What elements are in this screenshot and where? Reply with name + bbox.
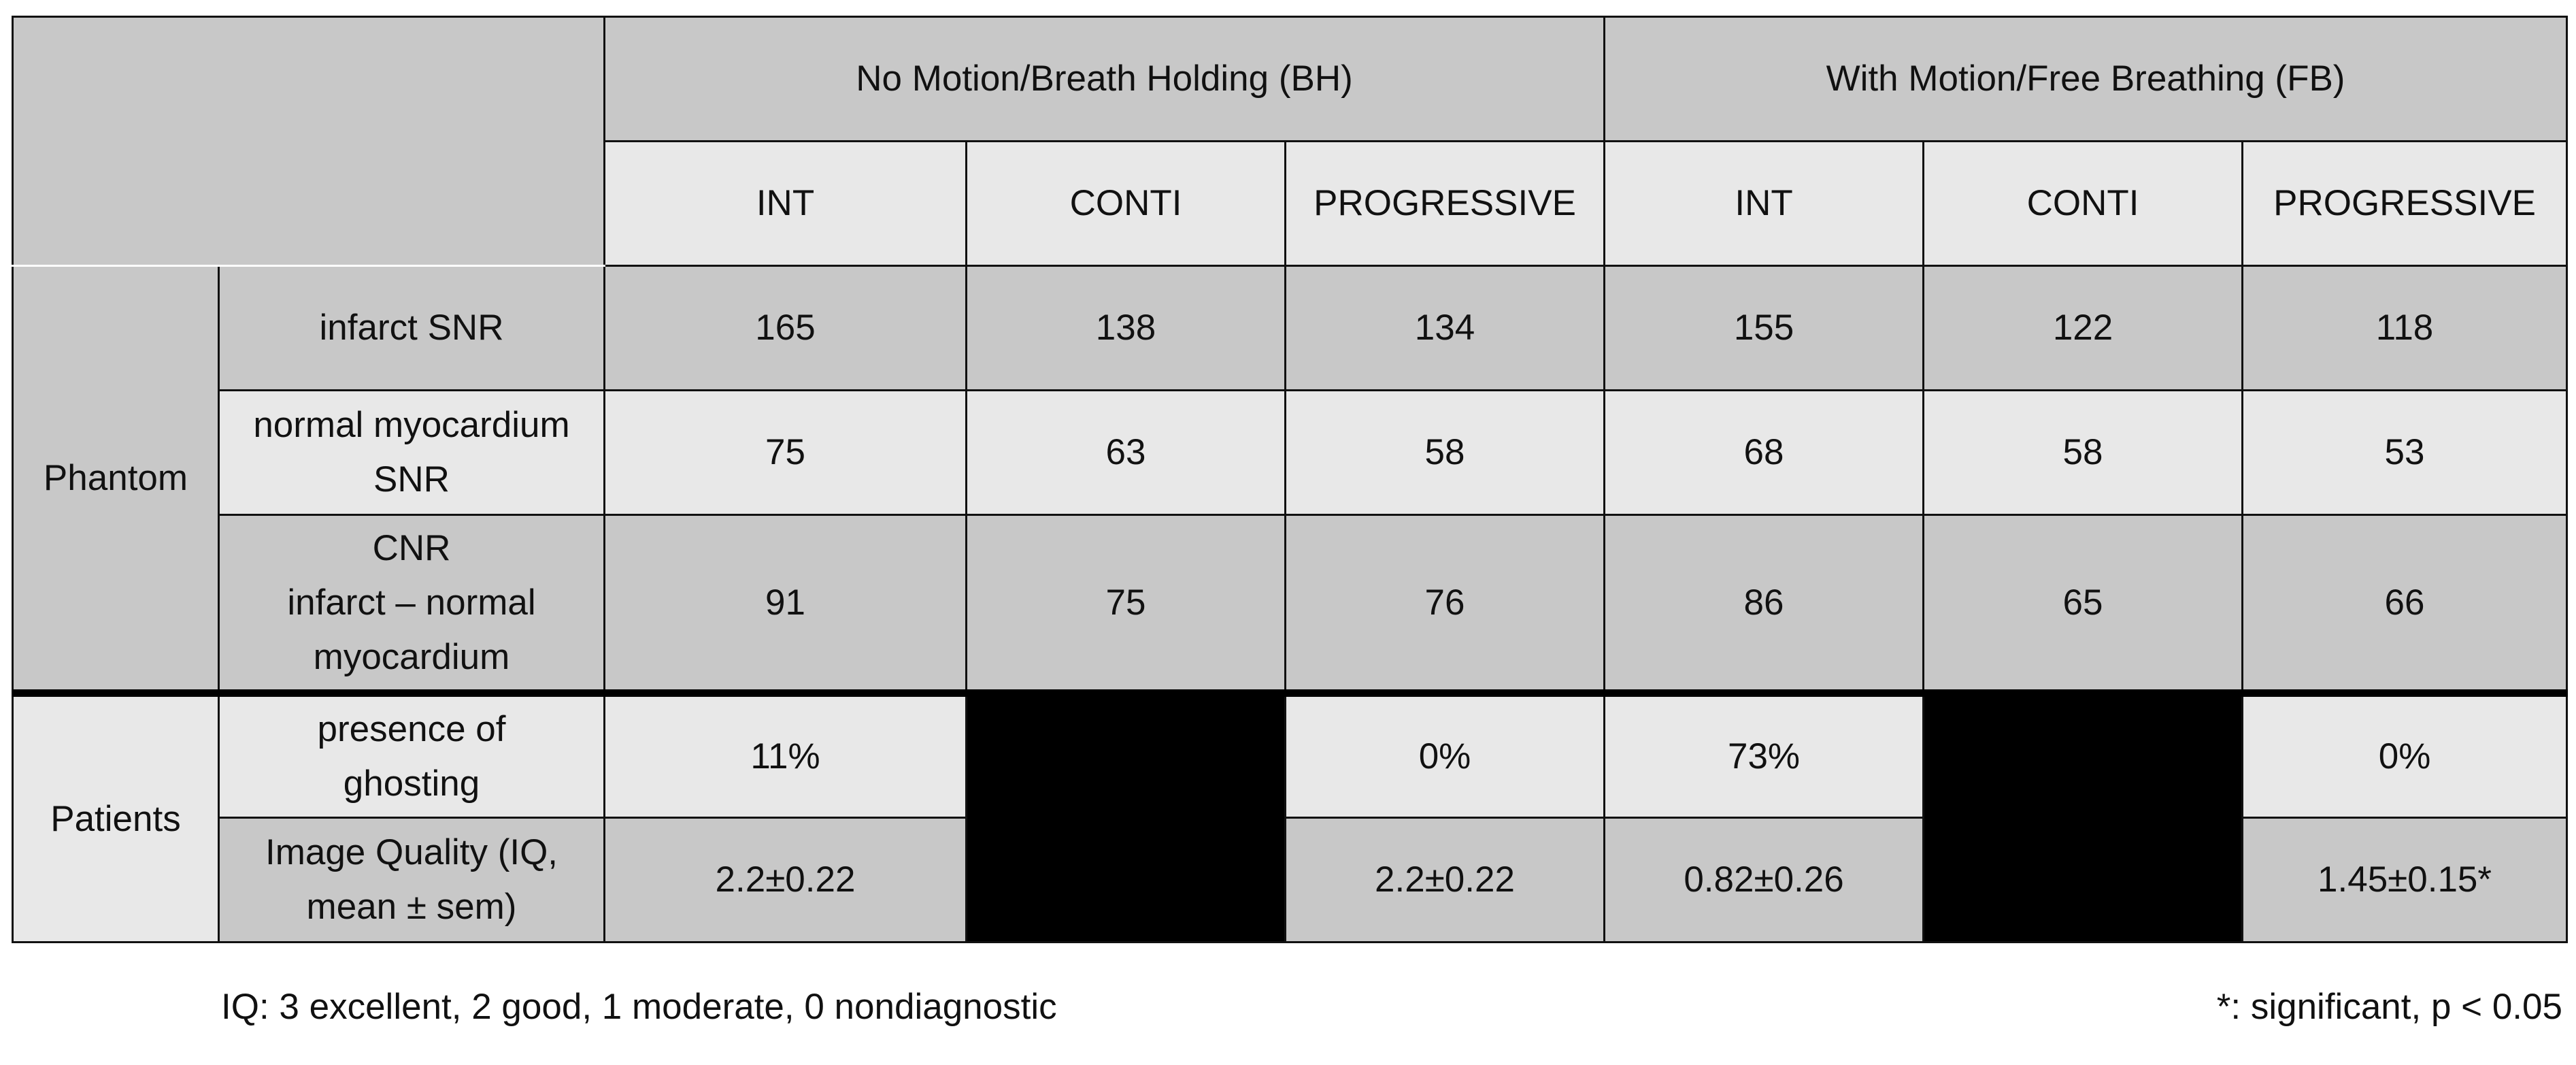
cell-cnr-bh-progressive: 76 bbox=[1286, 515, 1605, 693]
row-label-cnr bbox=[219, 515, 605, 693]
table-row-cnr bbox=[13, 515, 2567, 693]
cell-ghosting-fb-progressive: 0% bbox=[2243, 693, 2567, 818]
cell-infarct-snr-bh-conti: 138 bbox=[967, 266, 1286, 391]
cell-normal-snr-bh-conti: 63 bbox=[967, 391, 1286, 515]
cell-ghosting-bh-progressive: 0% bbox=[1286, 693, 1605, 818]
col-header-fb-int: INT bbox=[1605, 142, 1924, 266]
row-label-cnr-line2: infarct – normal bbox=[287, 582, 536, 623]
cell-cnr-bh-conti: 75 bbox=[967, 515, 1286, 693]
row-label-normal-snr-line2: SNR bbox=[373, 459, 450, 499]
row-label-normal-snr-line1: normal myocardium bbox=[253, 405, 570, 445]
cell-iq-fb-progressive: 1.45±0.15* bbox=[2243, 818, 2567, 943]
row-label-iq-line1: Image Quality (IQ, bbox=[265, 832, 558, 872]
blank-cell-fb-conti bbox=[1924, 693, 2243, 943]
cell-iq-fb-int: 0.82±0.26 bbox=[1605, 818, 1924, 943]
cell-cnr-fb-int: 86 bbox=[1605, 515, 1924, 693]
cell-normal-snr-fb-int: 68 bbox=[1605, 391, 1924, 515]
cell-normal-snr-fb-conti: 58 bbox=[1924, 391, 2243, 515]
row-label-ghosting-line2: ghosting bbox=[343, 764, 480, 804]
footnote-significance: *: significant, p < 0.05 bbox=[2216, 987, 2562, 1027]
col-header-bh-progressive: PROGRESSIVE bbox=[1286, 142, 1605, 266]
row-label-cnr-line1: CNR bbox=[372, 527, 451, 568]
row-label-infarct-snr: infarct SNR bbox=[219, 266, 605, 391]
cell-cnr-fb-conti: 65 bbox=[1924, 515, 2243, 693]
group-label-phantom: Phantom bbox=[13, 266, 219, 693]
row-label-iq-line2: mean ± sem) bbox=[306, 887, 517, 927]
cell-cnr-bh-int: 91 bbox=[605, 515, 967, 693]
row-label-image-quality bbox=[219, 818, 605, 943]
row-label-ghosting-line1: presence of bbox=[317, 709, 506, 749]
table-row-ghosting bbox=[13, 693, 2567, 818]
cell-infarct-snr-fb-progressive: 118 bbox=[2243, 266, 2567, 391]
header-bh: No Motion/Breath Holding (BH) bbox=[605, 17, 1605, 142]
cell-normal-snr-bh-progressive: 58 bbox=[1286, 391, 1605, 515]
row-label-normal-snr bbox=[219, 391, 605, 515]
footnote-iq-scale: IQ: 3 excellent, 2 good, 1 moderate, 0 nondiagnostic bbox=[221, 987, 1057, 1027]
cell-cnr-fb-progressive: 66 bbox=[2243, 515, 2567, 693]
col-header-fb-conti: CONTI bbox=[1924, 142, 2243, 266]
cell-ghosting-bh-int: 11% bbox=[605, 693, 967, 818]
cell-infarct-snr-fb-int: 155 bbox=[1605, 266, 1924, 391]
table-row-normal-snr bbox=[13, 391, 2567, 515]
cell-normal-snr-fb-progressive: 53 bbox=[2243, 391, 2567, 515]
cell-infarct-snr-bh-progressive: 134 bbox=[1286, 266, 1605, 391]
header-fb: With Motion/Free Breathing (FB) bbox=[1605, 17, 2567, 142]
cell-iq-bh-progressive: 2.2±0.22 bbox=[1286, 818, 1605, 943]
group-label-patients: Patients bbox=[13, 693, 219, 943]
cell-normal-snr-bh-int: 75 bbox=[605, 391, 967, 515]
header-row-groups bbox=[13, 17, 2567, 142]
col-header-bh-int: INT bbox=[605, 142, 967, 266]
row-label-ghosting bbox=[219, 693, 605, 818]
col-header-fb-progressive: PROGRESSIVE bbox=[2243, 142, 2567, 266]
cell-infarct-snr-fb-conti: 122 bbox=[1924, 266, 2243, 391]
cell-ghosting-fb-int: 73% bbox=[1605, 693, 1924, 818]
corner-cell bbox=[13, 17, 605, 266]
results-table-wrapper bbox=[12, 16, 2566, 943]
cell-iq-bh-int: 2.2±0.22 bbox=[605, 818, 967, 943]
blank-cell-bh-conti bbox=[967, 693, 1286, 943]
results-table bbox=[12, 16, 2568, 943]
col-header-bh-conti: CONTI bbox=[967, 142, 1286, 266]
cell-infarct-snr-bh-int: 165 bbox=[605, 266, 967, 391]
table-row-infarct-snr bbox=[13, 266, 2567, 391]
row-label-cnr-line3: myocardium bbox=[313, 636, 510, 677]
